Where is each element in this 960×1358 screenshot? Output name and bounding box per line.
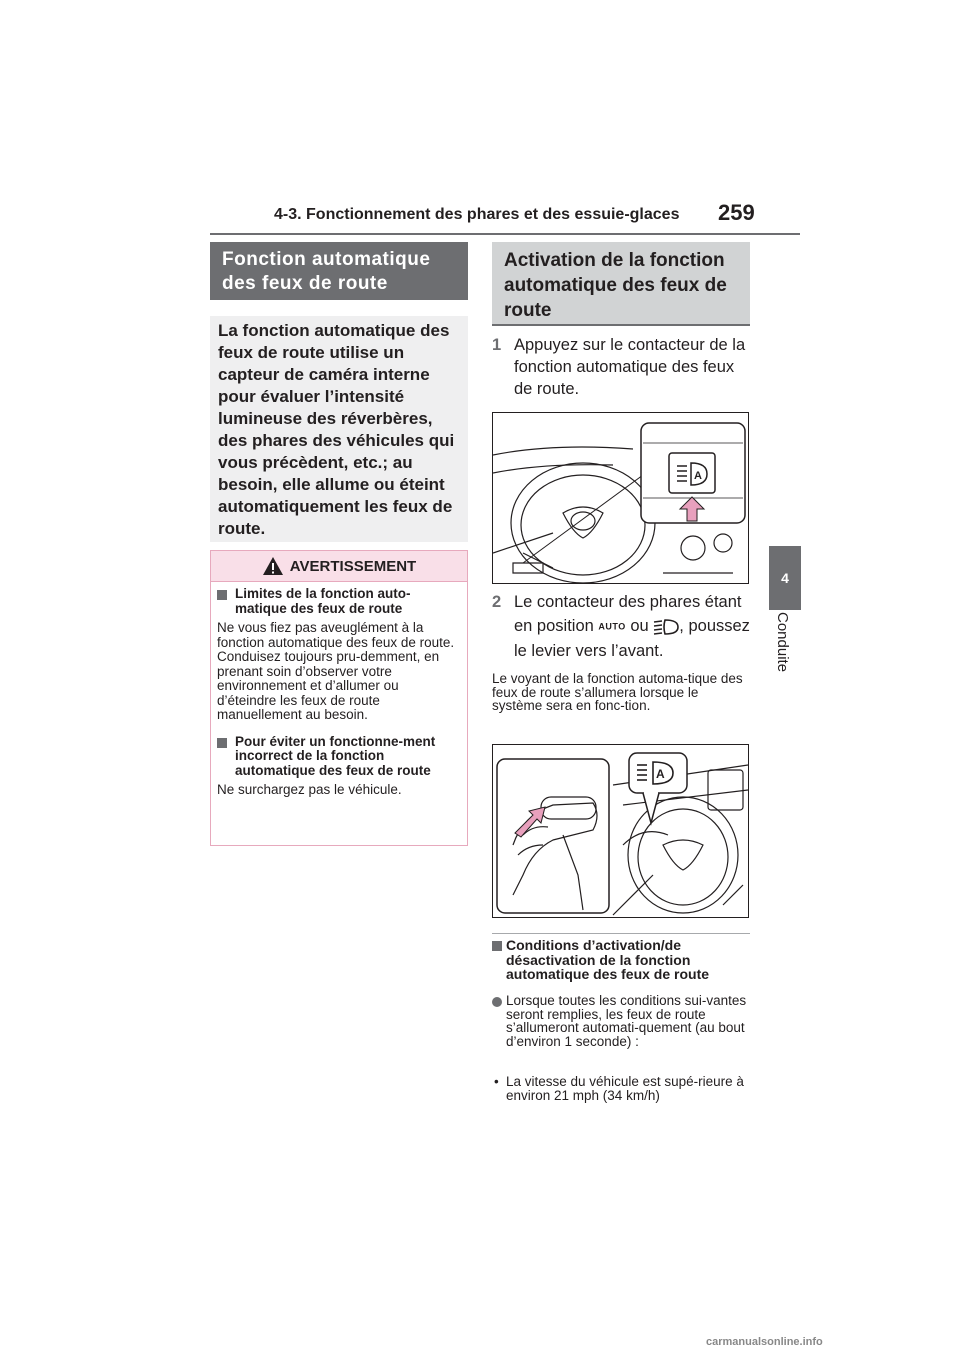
warning-item-title: Pour éviter un fonctionne-ment incorrect de la fonction automatique des feux de route [217,735,461,779]
warning-item-text: Ne vous fiez pas aveuglément à la fonction automatique des feux de route. Conduisez toujours pru-demment, en prenant soin d’observer votre environnement et d’allumer ou d’éteindre les feux de route manuellement au besoin. [217,620,455,722]
round-bullet-icon [492,997,502,1007]
conditions-bullet: Lorsque toutes les conditions sui-vantes seront remplies, les feux de route s’allumeront automati-quement (au bout d’environ 1 seconde) : [492,994,750,1048]
square-bullet-icon [492,941,502,951]
watermark: carmanualsonline.info [706,1336,823,1348]
conditions-sub-item: • La vitesse du véhicule est supé-rieure à environ 21 mph (34 km/h) [494,1074,744,1103]
intro-paragraph: La fonction automatique des feux de route utilise un capteur de caméra interne pour évaluer l’intensité lumineuse des réverbères, des phares des véhicules qui vous précèdent, etc.; au besoin, elle allume ou éteint automatiquement les feux de route. [210,316,468,542]
svg-text:A: A [694,470,702,482]
chapter-tab-label [772,612,798,692]
square-bullet-icon [217,738,227,748]
step-2-note: Le voyant de la fonction automa-tique des feux de route s’allumera lorsque le système sera en fonc-tion. [492,671,743,713]
square-bullet-icon [217,590,227,600]
step-text: Le contacteur des phares étant en position AUTO ou , poussez le levier vers l’avant. [514,593,750,660]
divider [492,933,750,934]
conditions-heading: Conditions d’activation/de désactivation de la fonction automatique des feux de route [492,938,750,982]
illustration-dashboard-switch [492,412,749,584]
header-divider [210,233,800,235]
step-2 [492,590,752,663]
illustration-lever-push [492,744,749,918]
auto-position-label: AUTO [598,621,626,632]
headlight-low-beam-icon [653,617,679,637]
section-title-auto-high-beam: Fonction automatique des feux de route [210,242,468,300]
page-number: 259 [718,200,755,225]
step-1 [492,334,752,400]
warning-label: AVERTISSEMENT [289,557,417,575]
warning-item-title: Limites de la fonction auto-matique des feux de route [217,587,461,616]
warning-box [210,550,468,846]
section-title-underline [492,324,750,326]
step-number: 1 [492,336,502,354]
section-title-activation: Activation de la fonction automatique des feux de route [492,242,750,326]
chapter-tab-number[interactable]: 4 [769,546,801,610]
warning-header [211,551,467,582]
warning-triangle-icon [262,556,284,576]
step-number: 2 [492,593,502,611]
warning-item-text: Ne surchargez pas le véhicule. [217,782,402,797]
svg-text:A: A [656,767,665,781]
step-text: Appuyez sur le contacteur de la fonction automatique des feux de route. [514,336,746,398]
chapter-label-text: Conduite [774,612,791,673]
page-header-title: 4-3. Fonctionnement des phares et des essuie-glaces [274,206,680,223]
